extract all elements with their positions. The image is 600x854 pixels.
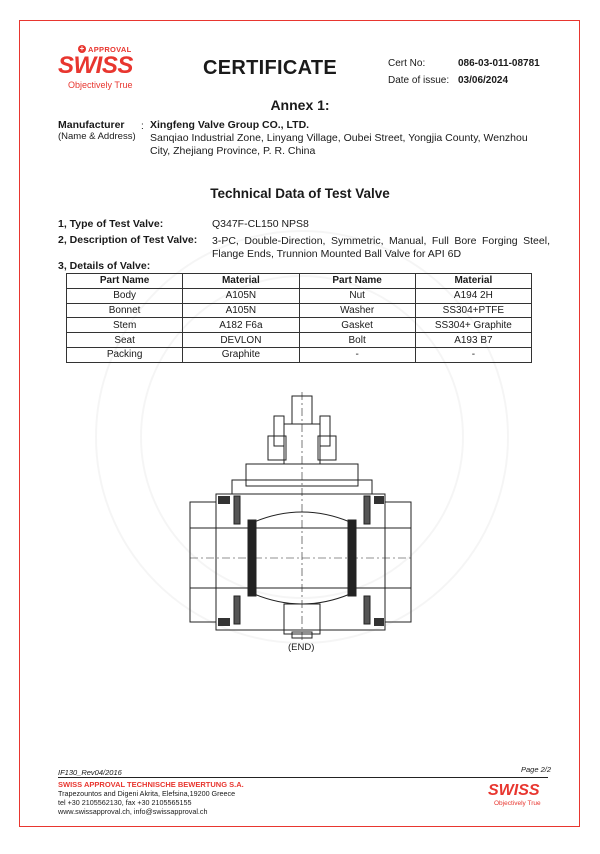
- table-cell: A105N: [183, 303, 299, 318]
- table-cell: Stem: [67, 318, 183, 333]
- table-header-row: [67, 274, 532, 289]
- table-cell: Bonnet: [67, 303, 183, 318]
- table-cell: Graphite: [183, 347, 299, 362]
- manufacturer-sublabel: (Name & Address): [58, 131, 136, 142]
- table-cell: -: [299, 347, 415, 362]
- table-row: [67, 303, 532, 318]
- table-header: Material: [415, 274, 531, 289]
- details-label: 3, Details of Valve:: [58, 260, 151, 272]
- date-value: 03/06/2024: [458, 75, 509, 86]
- cert-no-value: 086-03-011-08781: [458, 58, 540, 69]
- footer-divider: [58, 777, 548, 778]
- document-title: CERTIFICATE: [203, 57, 338, 79]
- table-cell: DEVLON: [183, 333, 299, 348]
- footer-address: Trapezountos and Digeni Akrita, Elefsina,19200 Greece: [58, 789, 236, 798]
- manufacturer-label: Manufacturer: [58, 119, 125, 131]
- table-row: [67, 333, 532, 348]
- footer-logo-brand: SWISS: [488, 782, 540, 799]
- footer-web: www.swissapproval.ch, info@swissapproval.ch: [58, 807, 208, 816]
- type-value: Q347F-CL150 NPS8: [212, 218, 309, 230]
- certificate-info: [388, 55, 540, 89]
- table-cell: -: [415, 347, 531, 362]
- table-header: Material: [183, 274, 299, 289]
- footer-contact: [58, 780, 244, 816]
- date-label: Date of issue:: [388, 75, 450, 86]
- swiss-approval-logo: [58, 44, 158, 92]
- table-cell: Washer: [299, 303, 415, 318]
- table-header: Part Name: [67, 274, 183, 289]
- table-cell: SS304+PTFE: [415, 303, 531, 318]
- table-cell: A105N: [183, 288, 299, 303]
- valve-cross-section-drawing: [188, 392, 413, 640]
- logo-tagline: Objectively True: [68, 80, 133, 90]
- table-cell: Seat: [67, 333, 183, 348]
- annex-heading: Annex 1:: [270, 97, 330, 113]
- manufacturer-colon: :: [141, 121, 144, 132]
- logo-approval-text: APPROVAL: [88, 45, 132, 54]
- form-code: IF130_Rev04/2016: [58, 768, 122, 777]
- table-cell: A193 B7: [415, 333, 531, 348]
- table-row: [67, 347, 532, 362]
- table-cell: SS304+ Graphite: [415, 318, 531, 333]
- type-label: 1, Type of Test Valve:: [58, 218, 164, 230]
- table-row: [67, 318, 532, 333]
- footer-logo-tagline: Objectively True: [494, 800, 541, 807]
- technical-data-title: Technical Data of Test Valve: [210, 186, 390, 201]
- table-row: [67, 288, 532, 303]
- manufacturer-address: Sanqiao Industrial Zone, Linyang Village, Oubei Street, Yongjia County, Wenzhou City, Zhejiang Province, P. R. China: [150, 132, 528, 157]
- table-cell: Packing: [67, 347, 183, 362]
- table-cell: Gasket: [299, 318, 415, 333]
- valve-details-table: [66, 273, 532, 363]
- description-label: 2, Description of Test Valve:: [58, 234, 198, 246]
- manufacturer-name: Xingfeng Valve Group CO., LTD.: [150, 119, 310, 131]
- table-cell: A194 2H: [415, 288, 531, 303]
- drawing-caption: (END): [288, 642, 315, 653]
- table-header: Part Name: [299, 274, 415, 289]
- cert-no-label: Cert No:: [388, 58, 426, 69]
- description-value: 3-PC, Double-Direction, Symmetric, Manual, Full Bore Forging Steel, Flange Ends, Trunnion Mounted Ball Valve for API 6D: [212, 235, 550, 260]
- page-number: Page 2/2: [521, 765, 552, 774]
- swiss-cross-icon: +: [79, 44, 85, 53]
- footer-logo: [488, 782, 550, 812]
- footer-phone: tel +30 2105562130, fax +30 2105565155: [58, 798, 192, 807]
- table-cell: Body: [67, 288, 183, 303]
- table-cell: Nut: [299, 288, 415, 303]
- footer-company: SWISS APPROVAL TECHNISCHE BEWERTUNG S.A.: [58, 780, 244, 789]
- table-cell: Bolt: [299, 333, 415, 348]
- table-cell: A182 F6a: [183, 318, 299, 333]
- logo-brand-text: SWISS: [58, 52, 133, 79]
